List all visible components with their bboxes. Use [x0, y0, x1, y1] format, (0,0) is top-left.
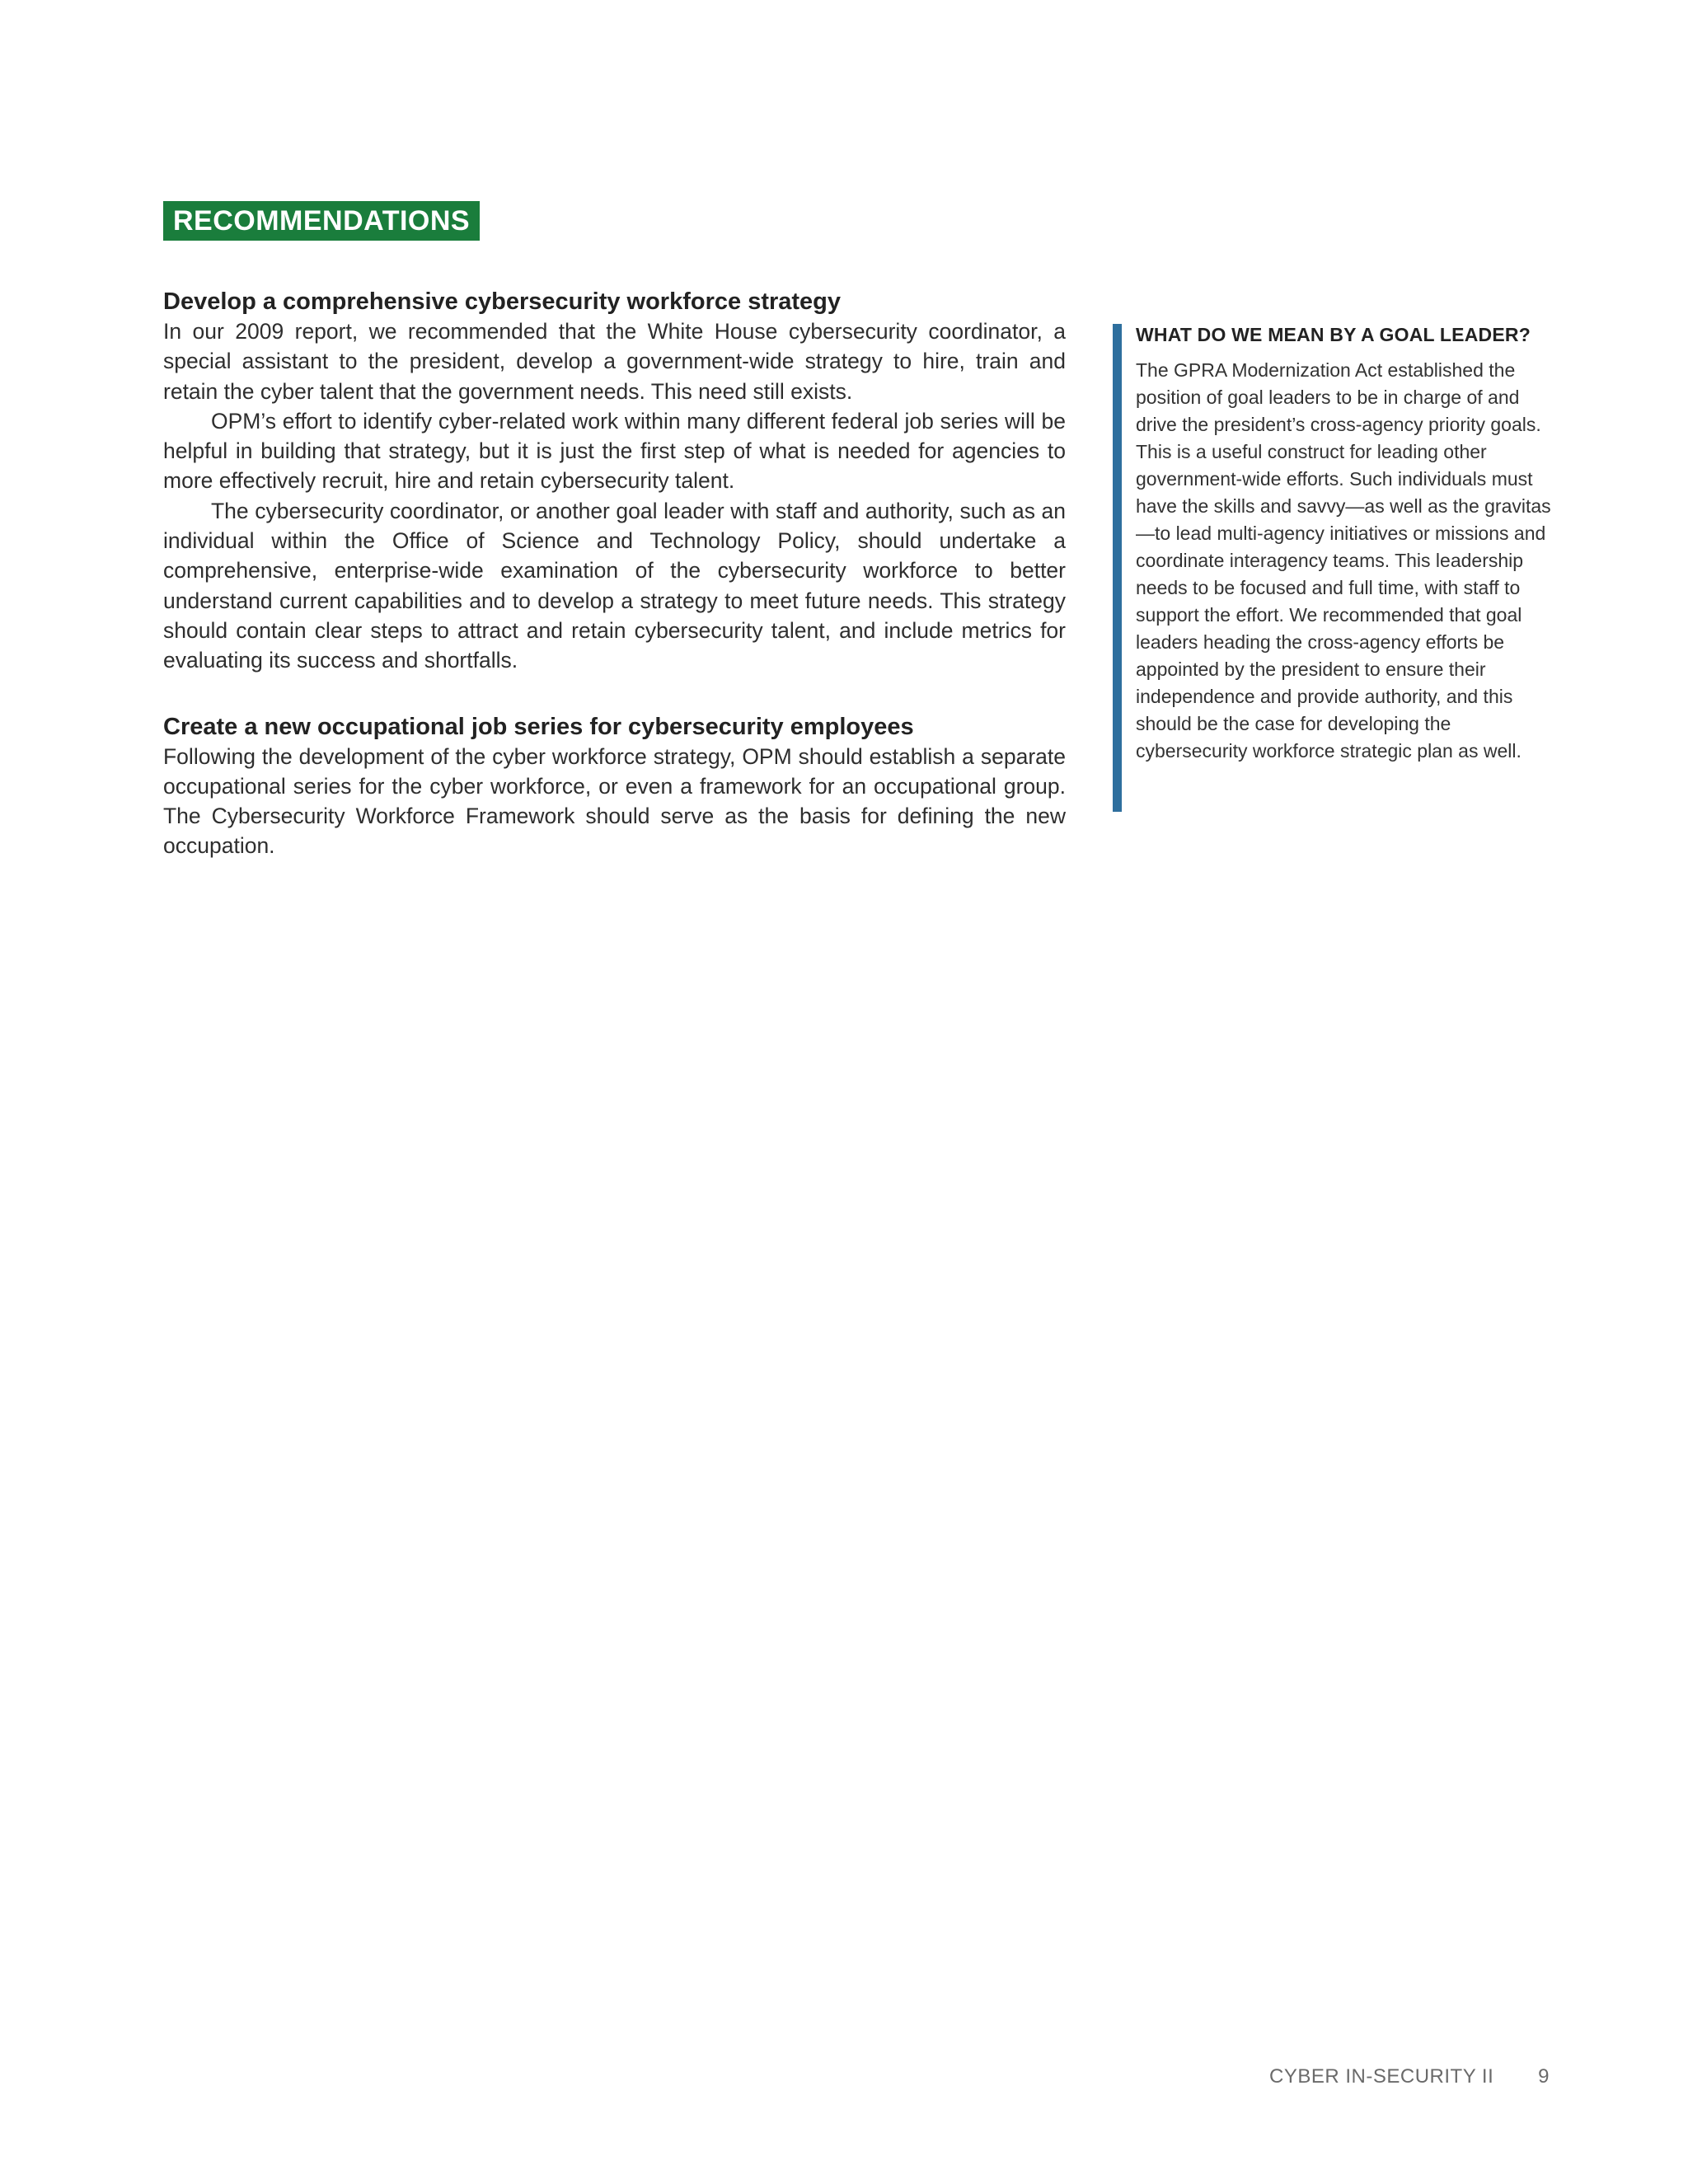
recommendation-2 — [163, 712, 1066, 861]
section-label: RECOMMENDATIONS — [163, 201, 480, 241]
sidebar-content — [1136, 324, 1552, 765]
recommendation-1-paragraph-1: In our 2009 report, we recommended that the White House cybersecurity coordinator, a special assistant to the president, develop a government-wide strategy to hire, train and retain the cyber talent that the government needs. This need still exists. — [163, 319, 1066, 404]
sidebar-title: WHAT DO WE MEAN BY A GOAL LEADER? — [1136, 324, 1531, 345]
recommendation-2-heading: Create a new occupational job series for cybersecurity employees — [163, 713, 914, 740]
sidebar-accent-bar — [1113, 324, 1122, 812]
goal-leader-sidebar — [1113, 324, 1551, 812]
recommendation-1-paragraph-2: OPM’s effort to identify cyber-related work within many different federal job series will be helpful in building that strategy, but it is just the first step of what is needed for agencies to more effectively recruit, hire and retain cybersecurity talent. — [163, 408, 1066, 494]
recommendation-1 — [163, 287, 1066, 676]
recommendation-1-heading: Develop a comprehensive cybersecurity workforce strategy — [163, 288, 842, 315]
recommendation-1-paragraph-3: The cybersecurity coordinator, or another goal leader with staff and authority, such as an individual within the Office of Science and Technology Policy, should undertake a comprehensive, enterprise-wide examination of the cybersecurity workforce to better understand current capabilities and to develop a strategy to meet future needs. This strategy should contain clear steps to attract and retain cybersecurity talent, and include metrics for evaluating its success and shortfalls. — [163, 498, 1066, 673]
recommendations-column — [163, 287, 1066, 861]
sidebar-body: The GPRA Modernization Act established the position of goal leaders to be in charge of and drive the president’s cross-agency priority goals. This is a useful construct for leading other government-wide efforts. Such individuals must have the skills and savvy—as well as the gravitas—to lead multi-agency initiatives or missions and coordinate interagency teams. This leadership needs to be focused and full time, with staff to support the effort. We recommended that goal leaders heading the cross-agency efforts be appointed by the president to ensure their independence and provide authority, and this should be the case for developing the cybersecurity workforce strategic plan as well. — [1136, 359, 1551, 762]
page-number: 9 — [1538, 2065, 1550, 2088]
recommendation-2-paragraph-1: Following the development of the cyber workforce strategy, OPM should establish a separate occupational series for the cyber workforce, or even a framework for an occupational group. The Cybersecurity Workforce Framework should serve as the basis for defining the new occupation. — [163, 743, 1066, 859]
footer-publication-title: CYBER IN-SECURITY II — [1269, 2065, 1494, 2088]
